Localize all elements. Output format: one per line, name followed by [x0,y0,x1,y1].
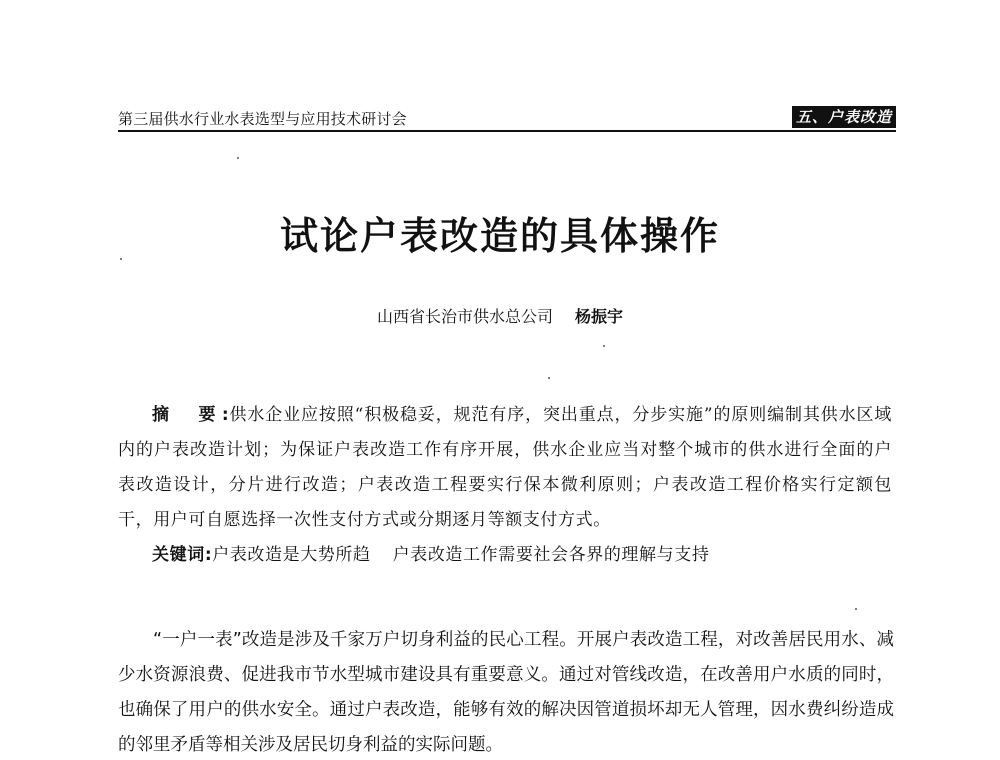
section-tag: 五、户表改造 [792,106,896,128]
body-text [118,623,894,760]
abstract-text: 供水企业应按照“积极稳妥，规范有序，突出重点，分步实施”的原则编制其供水区域内的户表改造计划；为保证户表改造工作有序开展，供水企业应当对整个城市的供水进行全面的户表改造设计，分片进行改造；户表改造工程要实行保本微利原则；户表改造工程价格实行定额包干，用户可自愿选择一次性支付方式或分期逐月等额支付方式。 [118,405,893,530]
scan-speck [603,345,605,347]
scan-speck [855,608,857,610]
keyword-item: 户表改造是大势所趋 [212,545,371,565]
abstract-label: 摘 要 [152,405,222,425]
keywords-label: 关键词 [152,545,205,565]
scan-speck [548,377,550,379]
byline [0,304,1000,327]
author: 杨振宇 [575,307,624,326]
affiliation: 山西省长治市供水总公司 [376,307,553,326]
keyword-item: 户表改造工作需要社会各界的理解与支持 [392,545,710,565]
header-rule [118,130,896,132]
keywords-line: 关键词:户表改造是大势所趋 户表改造工作需要社会各界的理解与支持 [152,545,710,565]
article-title: 试论户表改造的具体操作 [279,213,720,258]
abstract-paragraph: 摘 要:供水企业应按照“积极稳妥，规范有序，突出重点，分步实施”的原则编制其供水区域内的户表改造计划；为保证户表改造工作有序开展，供水企业应当对整个城市的供水进行全面的户表改造设计，分片进行改造；户表改造工程要实行保本微利原则；户表改造工程价格实行定额包干，用户可自愿选择一次性支付方式或分期逐月等额支付方式。 [118,405,893,530]
body-paragraph: “一户一表”改造是涉及千家万户切身利益的民心工程。开展户表改造工程，对改善居民用水、减少水资源浪费、促进我市节水型城市建设具有重要意义。通过对管线改造，在改善用户水质的同时，也确保了用户的供水安全。通过户表改造，能够有效的解决因管道损坏却无人管理，因水费纠纷造成的邻里矛盾等相关涉及居民切身利益的实际问题。 [118,630,894,755]
conference-title: 第三届供水行业水表选型与应用技术研讨会 [118,110,407,128]
running-header [118,96,896,132]
abstract-section [118,398,892,573]
scan-speck [237,157,239,159]
scan-speck [120,258,122,260]
